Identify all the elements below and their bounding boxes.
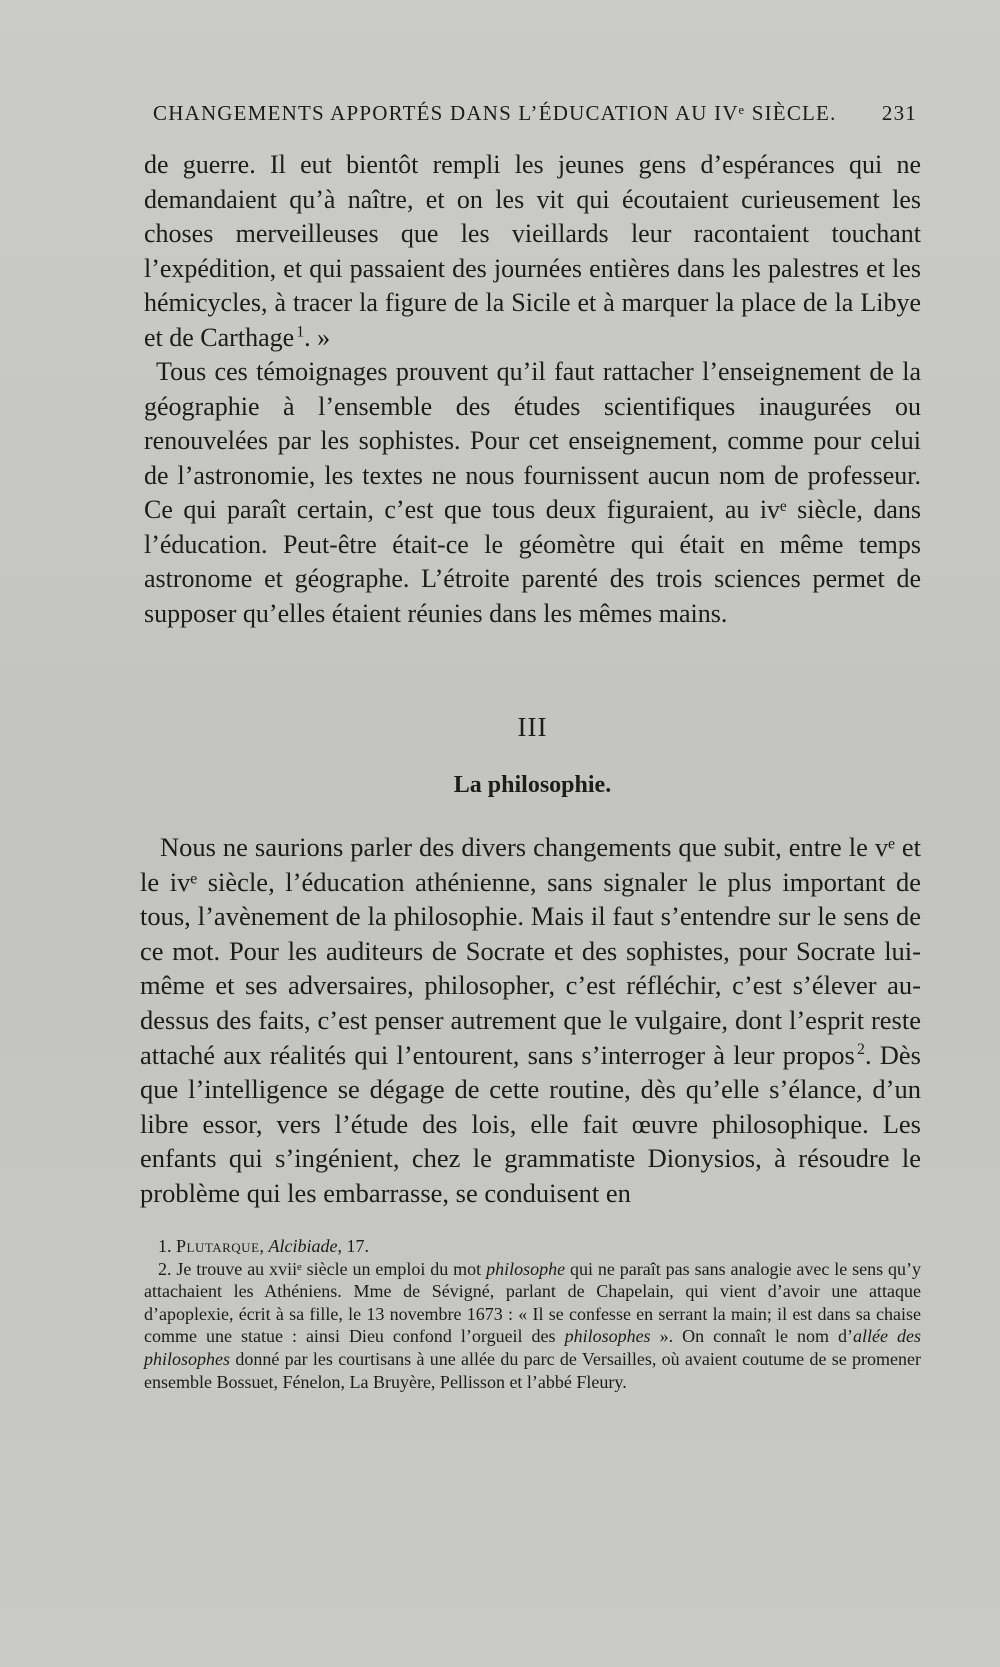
paragraph-text: de guerre. Il eut bientôt rempli les jeunes gens d’espérances qui ne demandaient qu’à naître, et on les vit qui écoutaient curieusement les choses merveilleuses que les vieillards leur racontaient touchant l’expédition, et qui passaient des journées entières dans les palestres et les hémicycles, à tracer la figure de la Sicile et à marquer la place de la Libye et de Carthage <box>144 150 921 352</box>
running-header <box>153 101 917 131</box>
footnote-2 <box>144 1258 921 1394</box>
footnote-1 <box>144 1235 921 1258</box>
paragraph-text: Nous ne saurions parler des divers changements que subit, entre le vᵉ et le ivᵉ siècle, l’éducation athénienne, sans signaler le plus important de tous, l’avènement de la philosophie. Mais il faut s’entendre sur le sens de ce mot. Pour les auditeurs de Socrate et des sophistes, pour Socrate lui-même et ses adversaires, philosopher, c’est réfléchir, c’est s’élever au-dessus des faits, c’est penser autrement que le vulgaire, dont l’esprit reste attaché aux réalités qui l’entourent, sans s’interroger à leur propos <box>140 832 921 1070</box>
footnotes <box>144 1235 921 1393</box>
section-number: III <box>517 712 548 742</box>
running-title: CHANGEMENTS APPORTÉS DANS L’ÉDUCATION AU IVᵉ SIÈCLE. <box>153 101 837 125</box>
footnote-author: Plutarque <box>176 1236 260 1256</box>
paragraph-continued <box>144 148 921 355</box>
paragraph-text-cont: . Dès que l’intelligence se dégage de cette routine, dès qu’elle s’élance, d’un libre essor, vers l’étude des lois, elle fait œuvre philosophique. Les enfants qui s’ingénient, chez le grammatiste Dionysios, à résoudre le problème qui les embarrasse, se conduisent en <box>140 1039 921 1208</box>
paragraph-text-end: . » <box>304 322 331 352</box>
footnote-ref-page: , 17. <box>337 1236 370 1256</box>
footnote-italic: philosophe <box>486 1258 566 1279</box>
page-number: 231 <box>881 101 917 125</box>
footnote-ref-2[interactable]: 2 <box>856 1040 865 1058</box>
main-text <box>144 148 921 631</box>
section-title: La philosophie. <box>453 772 612 798</box>
footnote-text: qui ne paraît pas sans analogie avec le sens qu’y attachaient les Athéniens. Mme de Sévigné, parlant de Chapelain, qui vient d’avoir une attaque d’apoplexie, écrit à sa fille, le 13 novembre 1673 : « Il se confesse en serrant la main; il est dans sa chaise comme une statue : ainsi Dieu confond l’orgueil des <box>144 1258 921 1347</box>
footnote-number: 1. <box>158 1236 172 1256</box>
footnote-work: Alcibiade <box>268 1236 338 1256</box>
paragraph: Tous ces témoignages prouvent qu’il faut rattacher l’enseignement de la géographie à l’ensemble des études scientifiques inaugurées ou renouvelées par les sophistes. Pour cet enseignement, comme pour celui de l’astronomie, les textes ne nous fournissent aucun nom de professeur. Ce qui paraît certain, c’est que tous deux figuraient, au ivᵉ siècle, dans l’éducation. Peut-être était-ce le géomètre qui était en même temps astronome et géographe. L’étroite parenté des trois sciences permet de supposer qu’elles étaient réunies dans les mêmes mains. <box>144 357 921 628</box>
footnote-number: 2. <box>158 1258 172 1279</box>
paragraph <box>140 830 921 1211</box>
footnote-separator: , <box>259 1236 269 1256</box>
footnote-ref-1[interactable]: 1 <box>296 322 305 340</box>
section-text <box>140 830 921 1211</box>
footnote-italic: philosophes <box>564 1326 651 1347</box>
footnote-text: donné par les courtisans à une allée du parc de Versailles, où avaient coutume de se promener ensemble Bossuet, Fénelon, La Bruyère, Pellisson et l’abbé Fleury. <box>144 1348 922 1392</box>
footnote-italic: allée des philosophes <box>144 1326 922 1369</box>
footnote-text: ». On connaît le nom d’ <box>659 1326 854 1347</box>
footnote-text: Je trouve au xviiᵉ siècle un emploi du mot <box>176 1258 482 1279</box>
